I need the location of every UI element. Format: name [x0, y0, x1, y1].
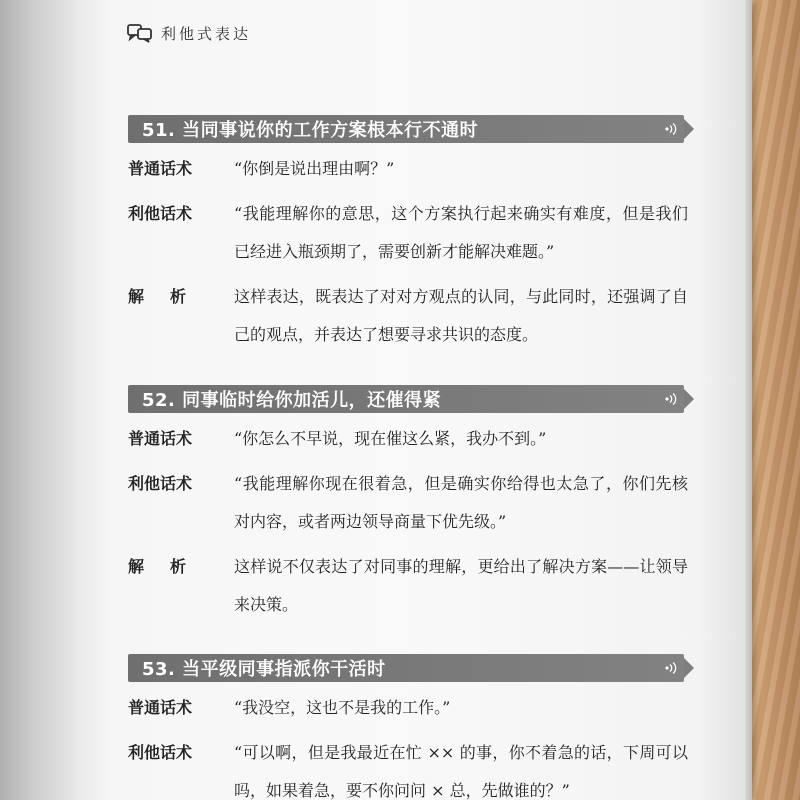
- analysis-row: [128, 284, 688, 354]
- ordinary-label: 普通话术: [128, 698, 193, 717]
- running-header: [127, 20, 251, 46]
- altruistic-text: “我能理解你现在很着急，但是确实你给得也太急了，你们先核对内容，或者两边领导商量下优先级。”: [234, 474, 688, 531]
- section-title-bar: [128, 654, 684, 682]
- altruistic-label: 利他话术: [128, 474, 193, 493]
- ordinary-row: [128, 156, 688, 188]
- altruistic-row: [128, 471, 688, 541]
- ordinary-row: [128, 695, 688, 727]
- ordinary-text: “你倒是说出理由啊？”: [234, 159, 395, 178]
- book-title: 利他式表达: [161, 24, 252, 43]
- altruistic-row: [128, 201, 688, 271]
- sound-wave-icon: [664, 661, 678, 675]
- section-53: [128, 654, 688, 800]
- page-gutter-shadow: [0, 0, 110, 800]
- altruistic-label: 利他话术: [128, 204, 193, 223]
- section-title: 52. 同事临时给你加活儿，还催得紧: [142, 390, 442, 411]
- speech-bubbles-icon: [127, 23, 153, 43]
- analysis-text: 这样说不仅表达了对同事的理解，更给出了解决方案——让领导来决策。: [234, 557, 688, 614]
- section-title-bar: [128, 385, 684, 413]
- section-title: 53. 当平级同事指派你干活时: [142, 659, 386, 680]
- page-edge: [745, 0, 752, 800]
- sound-wave-icon: [664, 122, 678, 136]
- analysis-row: [128, 554, 688, 624]
- ordinary-text: “你怎么不早说，现在催这么紧，我办不到。”: [234, 429, 547, 448]
- sound-wave-icon: [664, 392, 678, 406]
- altruistic-label: 利他话术: [128, 743, 193, 762]
- altruistic-text: “我能理解你的意思，这个方案执行起来确实有难度，但是我们已经进入瓶颈期了，需要创新才能解决难题。”: [234, 204, 688, 261]
- altruistic-text: “可以啊，但是我最近在忙 ×× 的事，你不着急的话，下周可以吗，如果着急，要不你问问 × 总，先做谁的？”: [234, 743, 688, 800]
- ordinary-label: 普通话术: [128, 159, 193, 178]
- ordinary-label: 普通话术: [128, 429, 193, 448]
- analysis-label: 解析: [128, 557, 213, 576]
- ordinary-row: [128, 426, 688, 458]
- analysis-text: 这样表达，既表达了对对方观点的认同，与此同时，还强调了自己的观点，并表达了想要寻求共识的态度。: [234, 287, 688, 344]
- analysis-label: 解析: [128, 287, 213, 306]
- altruistic-row: [128, 740, 688, 800]
- section-title-bar: [128, 115, 684, 143]
- ordinary-text: “我没空，这也不是我的工作。”: [234, 698, 451, 717]
- section-52: [128, 385, 688, 624]
- section-51: [128, 115, 688, 354]
- section-title: 51. 当同事说你的工作方案根本行不通时: [142, 120, 479, 141]
